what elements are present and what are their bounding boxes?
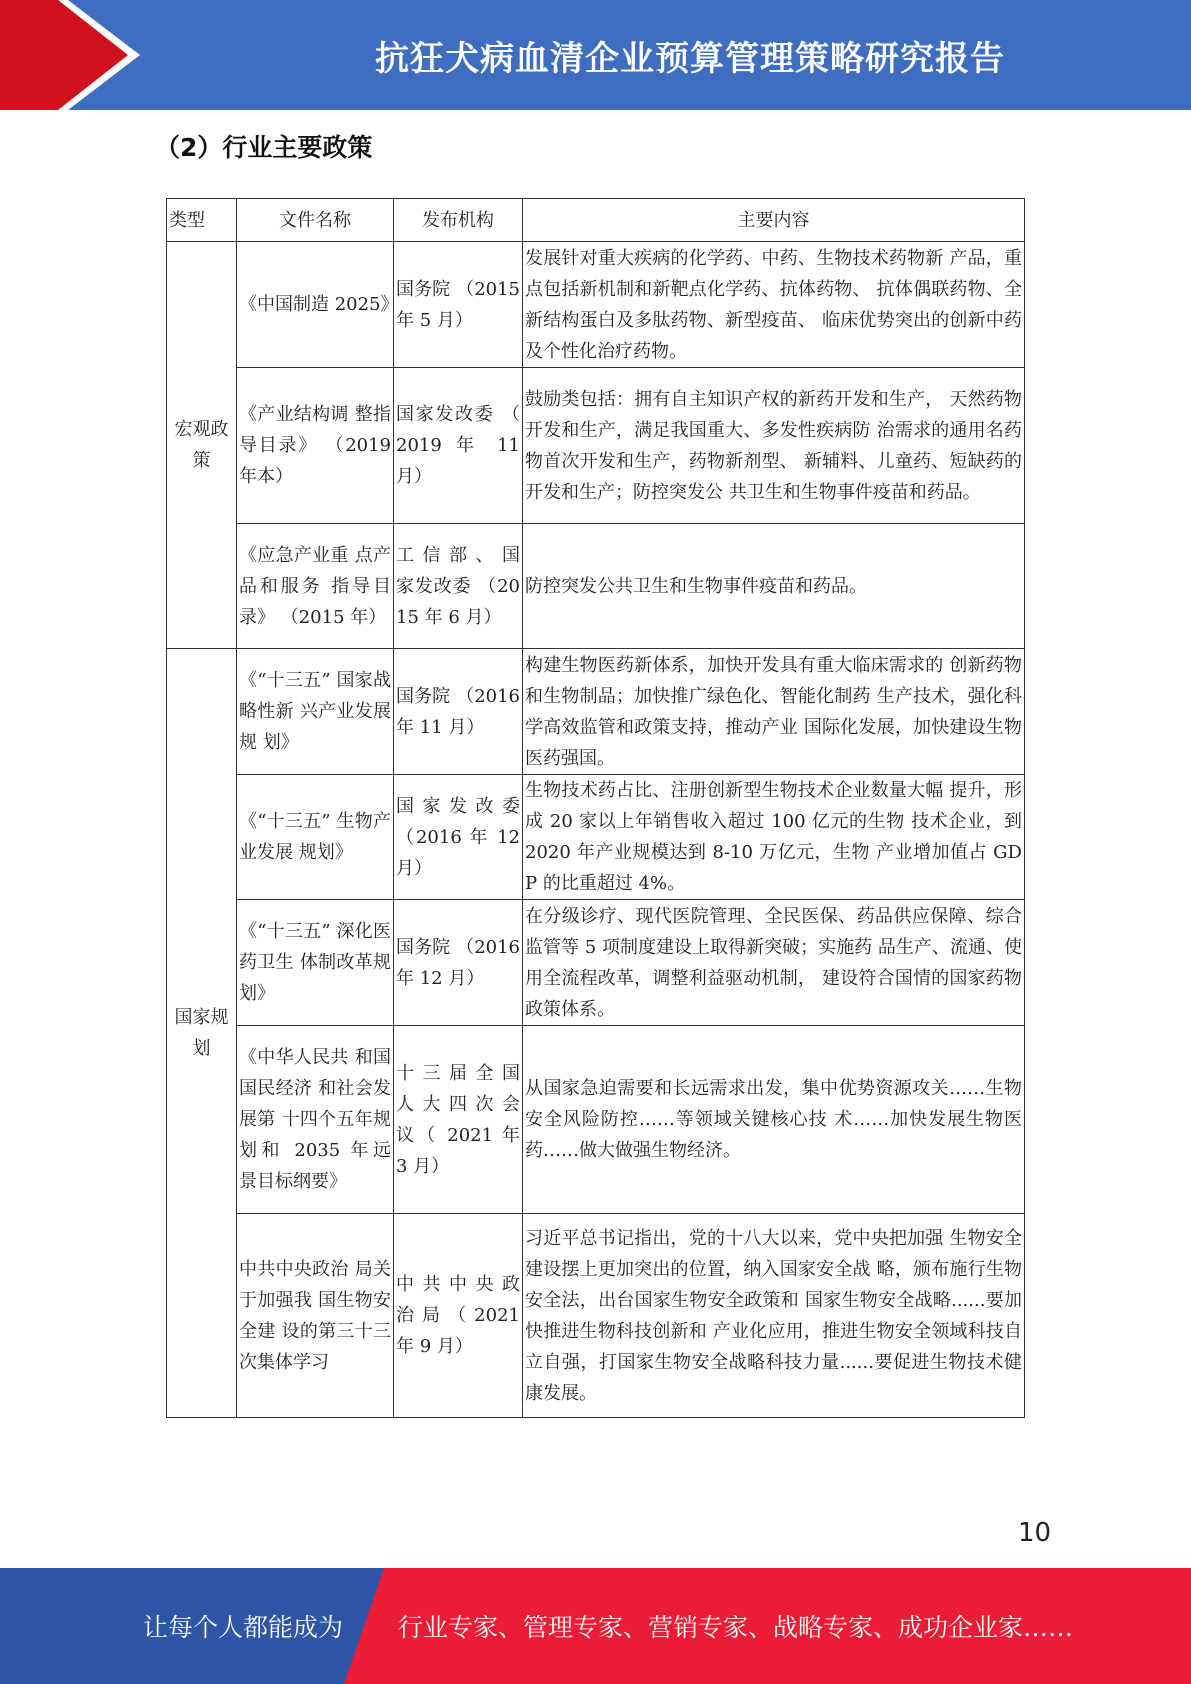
content-cell: 从国家急迫需要和长远需求出发，集中优势资源攻关……生物安全风险防控……等领域关键核心技 术……加快发展生物医药……做大做强生物经济。 [523,1026,1025,1214]
table-header-row [167,199,1025,242]
footer-banner [0,1568,1191,1684]
table-row [167,524,1025,649]
header-org: 发布机构 [394,199,523,242]
content-cell: 鼓励类包括：拥有自主知识产权的新药开发和生产， 天然药物开发和生产，满足我国重大、多发性疾病防 治需求的通用名药物首次开发和生产，药物新剂型、 新辅料、儿童药、短缺药的开发和生产；防控突发公 共卫生和生物事件疫苗和药品。 [523,368,1025,524]
content-cell: 构建生物医药新体系，加快开发具有重大临床需求的 创新药物和生物制品；加快推广绿色化、智能化制药 生产技术，强化科学高效监管和政策支持，推动产业 国际化发展，加快建设生物医药强国。 [523,649,1025,775]
type-cell-macro: 宏观政策 [167,242,237,649]
doc-name-cell: 《中华人民共 和国国民经济 和社会发展第 十四个五年规 划和 2035 年远 景目标纲要》 [237,1026,394,1214]
content-cell: 生物技术药占比、注册创新型生物技术企业数量大幅 提升，形成 20 家以上年销售收入超过 100 亿元的生物 技术企业，到 2020 年产业规模达到 8-10 万亿元，生物 产业增加值占 GDP 的比重超过 4%。 [523,775,1025,900]
doc-name-cell: 《产业结构调 整指导目录》 （2019 年本） [237,368,394,524]
doc-name-cell: 《“十三五” 生物产业发展 规划》 [237,775,394,900]
org-cell: 十 三 届 全 国 人 大 四 次 会 议（ 2021 年 3 月） [394,1026,523,1214]
org-cell: 中 共 中 央 政 治 局 （ 2021 年 9 月） [394,1214,523,1418]
header-type: 类型 [167,199,237,242]
doc-name-cell: 《“十三五” 国家战略性新 兴产业发展规 划》 [237,649,394,775]
content-cell: 发展针对重大疾病的化学药、中药、生物技术药物新 产品，重点包括新机制和新靶点化学药、抗体药物、 抗体偶联药物、全新结构蛋白及多肽药物、新型疫苗、 临床优势突出的创新中药及个性化治疗药物。 [523,242,1025,368]
policy-table [166,198,1025,1418]
table-row [167,368,1025,524]
content-cell: 防控突发公共卫生和生物事件疫苗和药品。 [523,524,1025,649]
footer-slogan-left: 让每个人都能成为 [143,1613,344,1642]
doc-name-cell: 中共中央政治 局关于加强我 国生物安全建 设的第三十三 次集体学习 [237,1214,394,1418]
header-banner [0,0,1191,110]
table-row [167,242,1025,368]
footer-slogan-right: 行业专家、管理专家、营销专家、战略专家、成功企业家…… [398,1613,1074,1642]
header-name: 文件名称 [237,199,394,242]
table-row [167,775,1025,900]
org-cell: 国务院 （2016 年 12 月） [394,900,523,1026]
doc-name-cell: 《应急产业重 点产品和服务 指导目录》 （2015 年） [237,524,394,649]
report-title: 抗狂犬病血清企业预算管理策略研究报告 [375,38,1005,79]
org-cell: 国务院 （2015 年 5 月） [394,242,523,368]
org-cell: 国家发改委 （2016 年 12 月） [394,775,523,900]
table-row [167,1026,1025,1214]
doc-name-cell: 《中国制造 2025》 [237,242,394,368]
org-cell: 工 信 部 、 国 家发改委 （2015 年 6 月） [394,524,523,649]
table-row [167,1214,1025,1418]
org-cell: 国务院 （2016 年 11 月） [394,649,523,775]
page-number: 10 [1018,1518,1052,1548]
table-row [167,649,1025,775]
doc-name-cell: 《“十三五” 深化医药卫生 体制改革规 划》 [237,900,394,1026]
content-cell: 在分级诊疗、现代医院管理、全民医保、药品供应保障、综合监管等 5 项制度建设上取得新突破；实施药 品生产、流通、使用全流程改革，调整利益驱动机制， 建设符合国情的国家药物政策体系。 [523,900,1025,1026]
header-content: 主要内容 [523,199,1025,242]
table-row [167,900,1025,1026]
content-cell: 习近平总书记指出，党的十八大以来，党中央把加强 生物安全建设摆上更加突出的位置，纳入国家安全战 略，颁布施行生物安全法，出台国家生物安全政策和 国家生物安全战略......要加快推进生物科技创新和 产业化应用，推进生物安全领域科技自立自强，打国家生物安全战略科技力量......要促进生物技术健 康发展。 [523,1214,1025,1418]
type-cell-national: 国家规划 [167,649,237,1418]
org-cell: 国家发改委 （ 2019 年 11 月） [394,368,523,524]
section-title: （2）行业主要政策 [155,133,373,162]
